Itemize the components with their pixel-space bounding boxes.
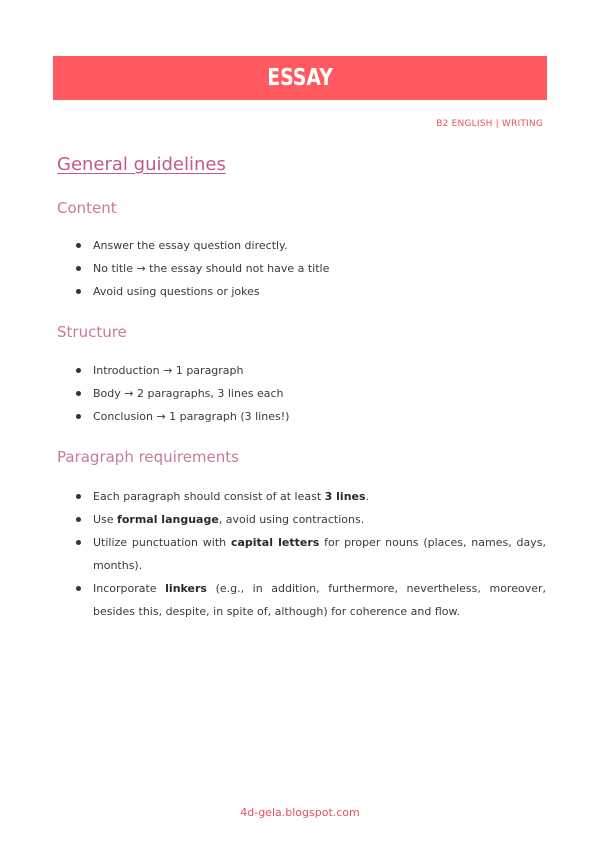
list-item: Each paragraph should consist of at least 3 lines. — [76, 485, 546, 508]
bold-term: 3 lines — [324, 490, 366, 503]
list-item: Utilize punctuation with capital letters for proper nouns (places, names, days, months). — [76, 531, 546, 577]
page-title: ESSAY — [267, 65, 333, 91]
paragraph-heading: Paragraph requirements — [57, 448, 239, 466]
title-banner — [53, 56, 547, 100]
paragraph-list — [76, 485, 546, 623]
list-item: Body → 2 paragraphs, 3 lines each — [76, 382, 546, 405]
bold-term: linkers — [165, 582, 207, 595]
structure-list — [76, 359, 546, 428]
course-subtitle: B2 ENGLISH | WRITING — [436, 119, 543, 129]
footer-link[interactable]: 4d-gela.blogspot.com — [240, 806, 360, 819]
bold-term: formal language — [117, 513, 219, 526]
list-item: Conclusion → 1 paragraph (3 lines!) — [76, 405, 546, 428]
list-item: Incorporate linkers (e.g., in addition, furthermore, nevertheless, moreover, besides this, despite, in spite of, although) for coherence and flow. — [76, 577, 546, 623]
bold-term: capital letters — [230, 536, 320, 549]
list-item: No title → the essay should not have a title — [76, 257, 546, 280]
list-item: Answer the essay question directly. — [76, 234, 546, 257]
main-heading: General guidelines — [57, 154, 226, 175]
list-item: Avoid using questions or jokes — [76, 280, 546, 303]
content-heading: Content — [57, 199, 117, 217]
list-item: Introduction → 1 paragraph — [76, 359, 546, 382]
content-list — [76, 234, 546, 303]
structure-heading: Structure — [57, 323, 127, 341]
list-item: Use formal language, avoid using contractions. — [76, 508, 546, 531]
